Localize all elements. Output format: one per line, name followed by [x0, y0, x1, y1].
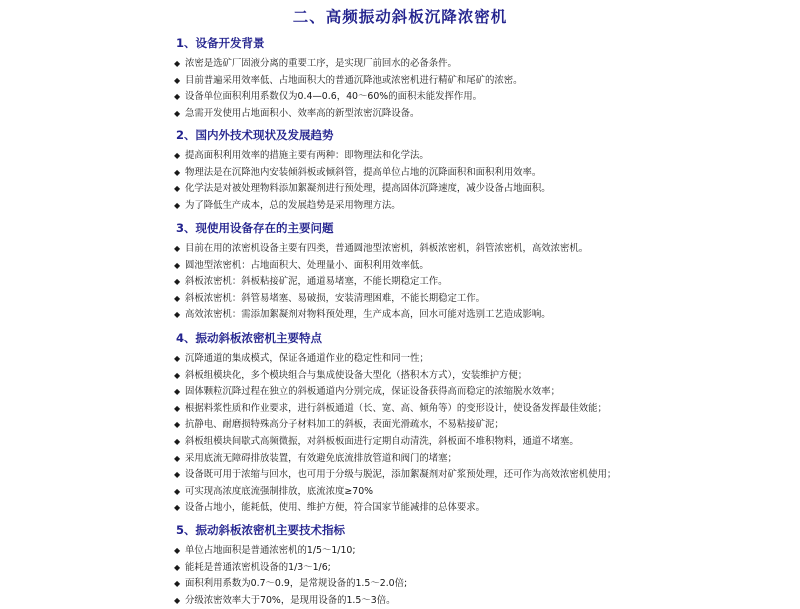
diamond-bullet-icon: ◆ — [174, 370, 181, 380]
diamond-bullet-icon: ◆ — [174, 387, 181, 397]
diamond-bullet-icon: ◆ — [174, 470, 181, 480]
list-item: ◆ 设备单位面积利用系数仅为0.4—0.6，40～60%的面积未能发挥作用。 — [174, 89, 734, 106]
list-item: ◆ 可实现高浓度底流强制排放，底流浓度≥70% — [174, 484, 734, 501]
section-heading: 3、现使用设备存在的主要问题 — [176, 221, 334, 235]
diamond-bullet-icon: ◆ — [174, 503, 181, 513]
list-item: ◆ 浓密是选矿厂固液分离的重要工序，是实现厂前回水的必备条件。 — [174, 56, 734, 73]
list-item: ◆ 化学法是对被处理物料添加絮凝剂进行预处理，提高固体沉降速度，减少设备占地面积。 — [174, 181, 734, 198]
list-item: ◆ 目前在用的浓密机设备主要有四类，普通圆池型浓密机，斜板浓密机，斜管浓密机，高效浓密机。 — [174, 241, 734, 258]
list-item: ◆ 高效浓密机：需添加絮凝剂对物料预处理，生产成本高，回水可能对选别工艺造成影响。 — [174, 307, 734, 324]
diamond-bullet-icon: ◆ — [174, 562, 181, 572]
list-item: ◆ 目前普遍采用效率低、占地面积大的普通沉降池或浓密机进行精矿和尾矿的浓密。 — [174, 73, 734, 90]
list-item: ◆ 设备既可用于浓缩与回水，也可用于分级与脱泥，添加絮凝剂对矿浆预处理，还可作为高效浓密机使用； — [174, 467, 734, 484]
diamond-bullet-icon: ◆ — [174, 260, 181, 270]
list-item: ◆ 采用底流无障碍排放装置，有效避免底流排放管道和阀门的堵塞； — [174, 451, 734, 468]
diamond-bullet-icon: ◆ — [174, 436, 181, 446]
list-item: ◆ 为了降低生产成本，总的发展趋势是采用物理方法。 — [174, 198, 734, 215]
section-heading: 5、振动斜板浓密机主要技术指标 — [176, 523, 345, 537]
diamond-bullet-icon: ◆ — [174, 595, 181, 605]
list-item: ◆ 固体颗粒沉降过程在独立的斜板通道内分别完成，保证设备获得高而稳定的浓缩脱水效率； — [174, 384, 734, 401]
list-item: ◆ 急需开发使用占地面积小、效率高的新型浓密沉降设备。 — [174, 106, 734, 123]
list-item: ◆ 抗静电、耐磨损特殊高分子材料加工的斜板，表面光滑疏水，不易粘接矿泥； — [174, 417, 734, 434]
diamond-bullet-icon: ◆ — [174, 453, 181, 463]
list-item: ◆ 斜板浓密机：斜板粘接矿泥，通道易堵塞，不能长期稳定工作。 — [174, 274, 734, 291]
diamond-bullet-icon: ◆ — [174, 546, 181, 555]
diamond-bullet-icon: ◆ — [174, 486, 181, 496]
list-item: ◆ 圆池型浓密机：占地面积大、处理量小、面积利用效率低。 — [174, 258, 734, 275]
list-item: ◆ 沉降通道的集成模式，保证各通道作业的稳定性和同一性； — [174, 351, 734, 368]
diamond-bullet-icon: ◆ — [174, 200, 181, 210]
list-item: ◆ 能耗是普通浓密机设备的1/3～1/6; — [174, 560, 734, 577]
section-current-problems — [174, 220, 734, 324]
diamond-bullet-icon: ◆ — [174, 184, 181, 194]
diamond-bullet-icon: ◆ — [174, 579, 181, 589]
list-item: ◆ 提高面积利用效率的措施主要有两种：即物理法和化学法。 — [174, 148, 734, 165]
diamond-bullet-icon: ◆ — [174, 75, 181, 85]
section-main-features — [174, 330, 734, 517]
diamond-bullet-icon: ◆ — [174, 151, 181, 160]
diamond-bullet-icon: ◆ — [174, 167, 181, 177]
list-item: ◆ 斜板浓密机：斜管易堵塞、易破损，安装清理困难，不能长期稳定工作。 — [174, 291, 734, 308]
diamond-bullet-icon: ◆ — [174, 108, 181, 118]
section-heading: 2、国内外技术现状及发展趋势 — [176, 128, 334, 142]
diamond-bullet-icon: ◆ — [174, 277, 181, 287]
section-tech-specs — [174, 522, 734, 609]
list-item: ◆ 面积利用系数为0.7～0.9，是常规设备的1.5～2.0倍; — [174, 576, 734, 593]
list-item: ◆ 斜板组模块化，多个模块组合与集成使设备大型化（搭积木方式），安装维护方便； — [174, 368, 734, 385]
diamond-bullet-icon: ◆ — [174, 420, 181, 430]
diamond-bullet-icon: ◆ — [174, 92, 181, 102]
list-item: ◆ 单位占地面积是普通浓密机的1/5～1/10; — [174, 543, 734, 560]
list-item: ◆ 斜板组模块间歇式高频微振，对斜板板面进行定期自动清洗，斜板面不堆积物料，通道不堵塞。 — [174, 434, 734, 451]
diamond-bullet-icon: ◆ — [174, 354, 181, 363]
section-tech-status — [174, 127, 734, 214]
section-heading: 4、振动斜板浓密机主要特点 — [176, 331, 323, 345]
list-item: ◆ 分级浓密效率大于70%，是现用设备的1.5～3倍。 — [174, 593, 734, 609]
document-title: 二、高频振动斜板沉降浓密机 — [292, 8, 508, 26]
list-item: ◆ 根据料浆性质和作业要求，进行斜板通道（长、宽、高、倾角等）的变形设计，使设备发挥最佳效能； — [174, 401, 734, 418]
diamond-bullet-icon: ◆ — [174, 293, 181, 303]
diamond-bullet-icon: ◆ — [174, 59, 181, 68]
diamond-bullet-icon: ◆ — [174, 403, 181, 413]
section-heading: 1、设备开发背景 — [176, 36, 265, 50]
section-background — [174, 35, 734, 122]
diamond-bullet-icon: ◆ — [174, 310, 181, 320]
diamond-bullet-icon: ◆ — [174, 244, 181, 253]
list-item: ◆ 设备占地小，能耗低，使用、维护方便，符合国家节能减排的总体要求。 — [174, 500, 734, 517]
list-item: ◆ 物理法是在沉降池内安装倾斜板或倾斜管，提高单位占地的沉降面积和面积利用效率。 — [174, 165, 734, 182]
